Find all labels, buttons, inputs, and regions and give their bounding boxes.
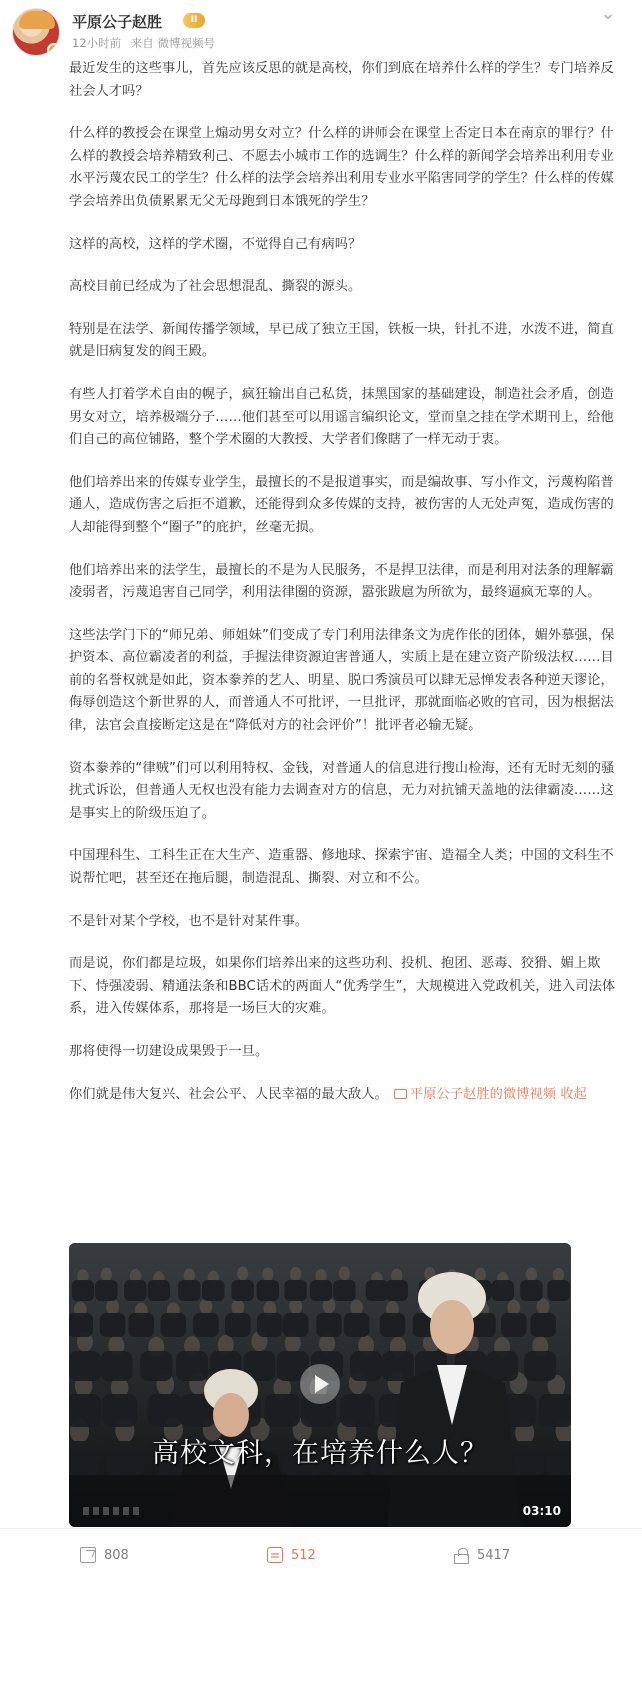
crowd-body bbox=[380, 1313, 406, 1337]
post-paragraph: 他们培养出来的法学生，最擅长的不是为人民服务，不是捍卫法律，而是利用对法条的理解霸凌弱者，污蔑追害自己同学，利用法律圈的资源，嚣张跋扈为所欲为，最终逼疯无辜的人。 bbox=[69, 562, 614, 601]
video-source-link[interactable] bbox=[388, 1087, 556, 1102]
post-source[interactable]: 来自 微博视频号 bbox=[130, 36, 215, 50]
crowd-body bbox=[310, 1280, 332, 1301]
crowd-body bbox=[340, 1394, 375, 1427]
post-paragraph: 那将使得一切建设成果毁于一旦。 bbox=[69, 1044, 269, 1059]
crowd-body bbox=[95, 1280, 117, 1301]
crowd-body bbox=[231, 1280, 253, 1301]
post-paragraph: 资本豢养的“律贼”们可以利用特权、金钱，对普通人的信息进行搜山检海，还有无时无刻的骚扰式诉讼，但普通人无权也没有能力去调查对方的信息，无力对抗铺天盖地的法律霸凌……这是事实上的阶级压迫了。 bbox=[69, 760, 615, 821]
crowd-body bbox=[350, 1351, 382, 1381]
post-paragraph: 特别是在法学、新闻传播学领域，早已成了独立王国，铁板一块，针扎不进，水泼不进，简直就是旧病复发的阎王殿。 bbox=[69, 321, 614, 360]
video-caption: 高校文科，在培养什么人？ bbox=[152, 1438, 488, 1469]
crowd-body bbox=[501, 1313, 527, 1337]
crowd-body bbox=[382, 1351, 414, 1381]
crowd-body bbox=[193, 1313, 219, 1337]
crowd-body bbox=[161, 1313, 187, 1337]
crowd-head bbox=[526, 1267, 537, 1281]
verified-badge-icon bbox=[47, 43, 60, 56]
post-paragraph: 他们培养出来的传媒专业学生，最擅长的不是报道事实，而是编故事、写小作文，污蔑构陷普通人，造成伤害之后拒不道歉，还能得到众多传媒的支持，被伤害的人无处声冤，造成伤害的人却能得到整个“圈子”的庇护，丝毫无损。 bbox=[69, 474, 614, 535]
crowd-body bbox=[225, 1313, 251, 1337]
video-player[interactable] bbox=[69, 1243, 571, 1527]
post-meta bbox=[72, 35, 221, 51]
like-count: 5417 bbox=[477, 1547, 511, 1563]
author-name[interactable]: 平原公子赵胜 bbox=[72, 13, 163, 31]
crowd-head bbox=[475, 1268, 486, 1282]
video-watermark bbox=[83, 1507, 143, 1515]
collapse-link[interactable]: 收起 bbox=[560, 1086, 587, 1102]
crowd-body bbox=[530, 1313, 556, 1337]
crowd-body bbox=[257, 1280, 279, 1301]
crowd-body bbox=[257, 1313, 283, 1337]
crowd-head bbox=[101, 1267, 112, 1281]
crowd-head bbox=[262, 1267, 273, 1281]
post-paragraph: 这样的高校，这样的学术圈，不觉得自己有病吗？ bbox=[69, 236, 362, 252]
crowd-body bbox=[148, 1394, 183, 1427]
post-paragraph: 什么样的教授会在课堂上煽动男女对立？什么样的讲师会在课堂上否定日本在南京的罪行？什么样的教授会培养精致利己、不愿去小城市工作的选调生？什么样的新闻学会培养出利用专业水平污蔑农民工的学生？什么样的法学会培养出利用专业水平陷害同学的学生？什么样的传媒学会培养出负债累累无父无母跑到日本饿死的学生？ bbox=[69, 126, 614, 209]
crowd-body bbox=[124, 1280, 146, 1301]
crowd-body bbox=[520, 1280, 542, 1301]
post-body bbox=[69, 58, 619, 1126]
post-paragraph: 中国理科生、工科生正在大生产、造重器、修地球、探索宇宙、造福全人类；中国的文科生不说帮忙吧，甚至还在拖后腿，制造混乱、撕裂、对立和不公。 bbox=[69, 848, 614, 887]
crowd-head bbox=[290, 1267, 301, 1281]
play-button[interactable] bbox=[300, 1364, 340, 1404]
comment-icon bbox=[267, 1547, 283, 1563]
crowd-body bbox=[100, 1351, 132, 1381]
more-icon[interactable]: ⌄ bbox=[600, 3, 616, 24]
member-level-badge[interactable]: II bbox=[183, 13, 205, 28]
crowd-body bbox=[333, 1280, 355, 1301]
crowd-body bbox=[102, 1394, 137, 1427]
crowd-body bbox=[386, 1280, 408, 1301]
crowd-body bbox=[524, 1351, 556, 1381]
comment-count: 512 bbox=[291, 1547, 316, 1563]
crowd-head bbox=[237, 1266, 248, 1280]
crowd-body bbox=[547, 1280, 569, 1301]
crowd-body bbox=[69, 1394, 101, 1427]
crowd-body bbox=[100, 1313, 126, 1337]
crowd-body bbox=[316, 1313, 342, 1337]
crowd-body bbox=[284, 1280, 306, 1301]
crowd-body bbox=[283, 1313, 309, 1337]
crowd-head bbox=[339, 1266, 350, 1280]
crowd-body bbox=[539, 1394, 571, 1427]
crowd-body bbox=[69, 1313, 93, 1337]
like-button[interactable] bbox=[453, 1545, 510, 1565]
crowd-body bbox=[128, 1313, 154, 1337]
crowd-head bbox=[106, 1299, 119, 1315]
post-paragraph: 这些法学门下的“师兄弟、师姐妹”们变成了专门利用法律条文为虎作伥的团体，媚外慕强，保护资本、高位霸凌者的利益，手握法律资源迫害普通人，实质上是在建立资产阶级法权……目前的名誉权就是如此，资本豢养的艺人、明星、脱口秀演员可以肆无忌惮发表各种逆天谬论，侮辱创造这个新世界的人，而普通人不可批评，一旦批评，那就面临必败的官司，因为根据法律，法官会直接断定这是在“降低对方的社会评价”！批评者必输无疑。 bbox=[69, 627, 615, 734]
avatar-hair bbox=[19, 11, 55, 29]
forward-button[interactable] bbox=[80, 1545, 129, 1565]
crowd-body bbox=[344, 1313, 370, 1337]
crowd-body bbox=[492, 1280, 514, 1301]
video-link-icon bbox=[394, 1089, 407, 1099]
crowd-body bbox=[178, 1280, 200, 1301]
crowd-head bbox=[553, 1268, 564, 1282]
post-paragraph: 而是说，你们都是垃圾，如果你们培养出来的这些功利、投机、抱团、恶毒、狡猾、媚上欺下、恃强凌弱、精通法条和BBC话术的两面人“优秀学生”，大规模进入党政机关，进入司法体系，进入传媒体系，那将是一场巨大的灾难。 bbox=[69, 956, 616, 1017]
comment-button[interactable] bbox=[267, 1545, 316, 1565]
crowd-body bbox=[69, 1351, 101, 1381]
forward-icon bbox=[80, 1547, 96, 1563]
crowd-body bbox=[176, 1351, 208, 1381]
post-paragraph: 最近发生的这些事儿，首先应该反思的就是高校，你们到底在培养什么样的学生？专门培养反社会人才吗？ bbox=[69, 61, 614, 99]
video-source-label: 平原公子赵胜的微博视频 bbox=[409, 1086, 557, 1102]
crowd-body bbox=[148, 1280, 170, 1301]
crowd-body bbox=[72, 1280, 94, 1301]
video-duration: 03:10 bbox=[522, 1504, 561, 1518]
forward-count: 808 bbox=[104, 1547, 129, 1563]
post-header bbox=[0, 0, 642, 60]
crowd-body bbox=[202, 1280, 224, 1301]
crowd-body bbox=[140, 1351, 172, 1381]
crowd-body bbox=[265, 1394, 300, 1427]
avatar[interactable] bbox=[12, 8, 60, 56]
action-bar bbox=[0, 1528, 642, 1578]
crowd-body bbox=[366, 1280, 388, 1301]
thumbs-up-icon bbox=[453, 1547, 469, 1563]
post-paragraph: 不是针对某个学校，也不是针对某件事。 bbox=[69, 913, 309, 929]
post-paragraph-text: 你们就是伟大复兴、社会公平、人民幸福的最大敌人。 bbox=[69, 1086, 388, 1102]
post-paragraph: 有些人打着学术自由的幌子，疯狂输出自己私货，抹黑国家的基础建设，制造社会矛盾，创造男女对立，培养极端分子……他们甚至可以用谣言编织论文，堂而皇之挂在学术期刊上，给他们自己的高位铺路，整个学术圈的大教授、大学者们像瞎了一样无动于衷。 bbox=[69, 386, 614, 448]
post-time[interactable]: 12小时前 bbox=[72, 36, 122, 50]
post-paragraph: 高校目前已经成为了社会思想混乱、撕裂的源头。 bbox=[69, 279, 362, 295]
crowd-head bbox=[537, 1298, 550, 1314]
post-paragraph-last bbox=[69, 1084, 619, 1107]
